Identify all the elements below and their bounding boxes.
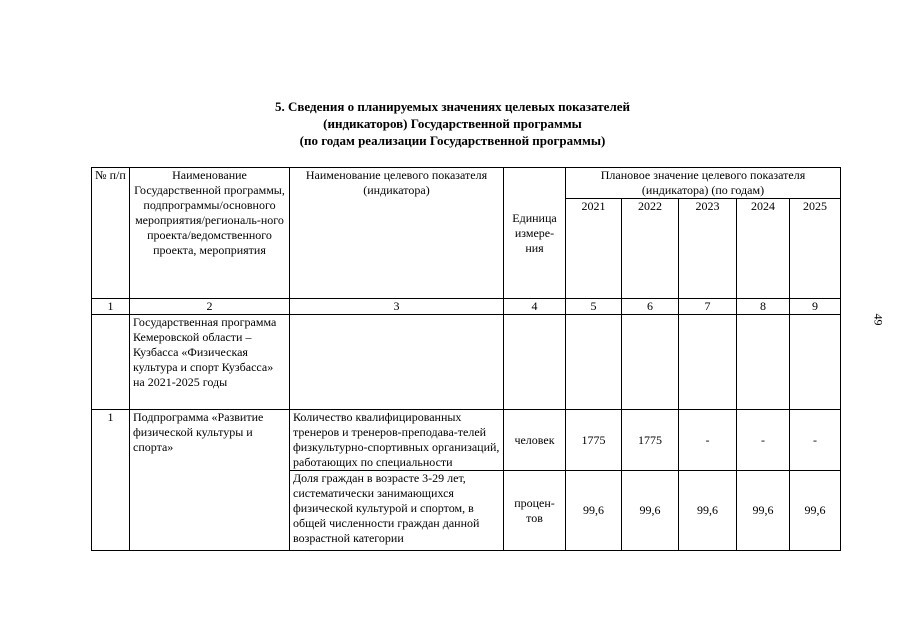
empty-cell (566, 315, 622, 410)
indicator-text: Доля граждан в возрасте 3-29 лет, систематически занимающихся физической культурой и спортом, в общей численности граждан данной возрастной категории (290, 471, 504, 551)
page-number: 49 (871, 313, 886, 326)
header-year: 2022 (622, 199, 679, 299)
indicator-value: 99,6 (737, 471, 790, 551)
empty-cell (679, 315, 737, 410)
indicator-value: 99,6 (622, 471, 679, 551)
header-row-1 (92, 168, 841, 199)
indicator-value: - (737, 410, 790, 471)
empty-cell (504, 315, 566, 410)
header-year: 2023 (679, 199, 737, 299)
header-name: Наименование Государственной программы, подпрограммы/основного мероприятия/региональ-ного проекта/ведомственного проекта, мероприятия (130, 168, 290, 299)
empty-cell (737, 315, 790, 410)
indicator-value: 99,6 (679, 471, 737, 551)
title-line-2: (индикаторов) Государственной программы (323, 116, 582, 131)
indicator-text: Количество квалифицированных тренеров и тренеров-преподава-телей физкультурно-спортивных организаций, работающих по специальности (290, 410, 504, 471)
header-year: 2024 (737, 199, 790, 299)
column-number: 3 (290, 299, 504, 315)
column-number: 6 (622, 299, 679, 315)
indicator-value: 1775 (566, 410, 622, 471)
indicator-value: - (790, 410, 841, 471)
column-number: 8 (737, 299, 790, 315)
header-year: 2025 (790, 199, 841, 299)
document-title (0, 98, 905, 149)
empty-cell (790, 315, 841, 410)
column-number: 7 (679, 299, 737, 315)
header-unit: Единица измере-ния (504, 168, 566, 299)
header-plan: Плановое значение целевого показателя (индикатора) (по годам) (566, 168, 841, 199)
title-line-1: 5. Сведения о планируемых значениях целевых показателей (275, 99, 630, 114)
program-num (92, 315, 130, 410)
empty-cell (290, 315, 504, 410)
header-indicator: Наименование целевого показателя (индикатора) (290, 168, 504, 299)
header-year: 2021 (566, 199, 622, 299)
column-number: 2 (130, 299, 290, 315)
empty-cell (622, 315, 679, 410)
program-row (92, 315, 841, 410)
program-name: Государственная программа Кемеровской области – Кузбасса «Физическая культура и спорт Кузбасса» на 2021-2025 годы (130, 315, 290, 410)
indicators-table (91, 167, 841, 551)
header-num: № п/п (92, 168, 130, 299)
indicator-value: - (679, 410, 737, 471)
column-number: 9 (790, 299, 841, 315)
title-line-3: (по годам реализации Государственной программы) (299, 133, 606, 148)
indicator-value: 99,6 (566, 471, 622, 551)
indicator-value: 1775 (622, 410, 679, 471)
subprogram-name: Подпрограмма «Развитие физической культуры и спорта» (130, 410, 290, 551)
indicator-unit: человек (504, 410, 566, 471)
indicator-unit: процен-тов (504, 471, 566, 551)
subprogram-num: 1 (92, 410, 130, 551)
column-number: 4 (504, 299, 566, 315)
indicator-value: 99,6 (790, 471, 841, 551)
column-number-row (92, 299, 841, 315)
subprogram-row-1 (92, 410, 841, 471)
column-number: 5 (566, 299, 622, 315)
column-number: 1 (92, 299, 130, 315)
